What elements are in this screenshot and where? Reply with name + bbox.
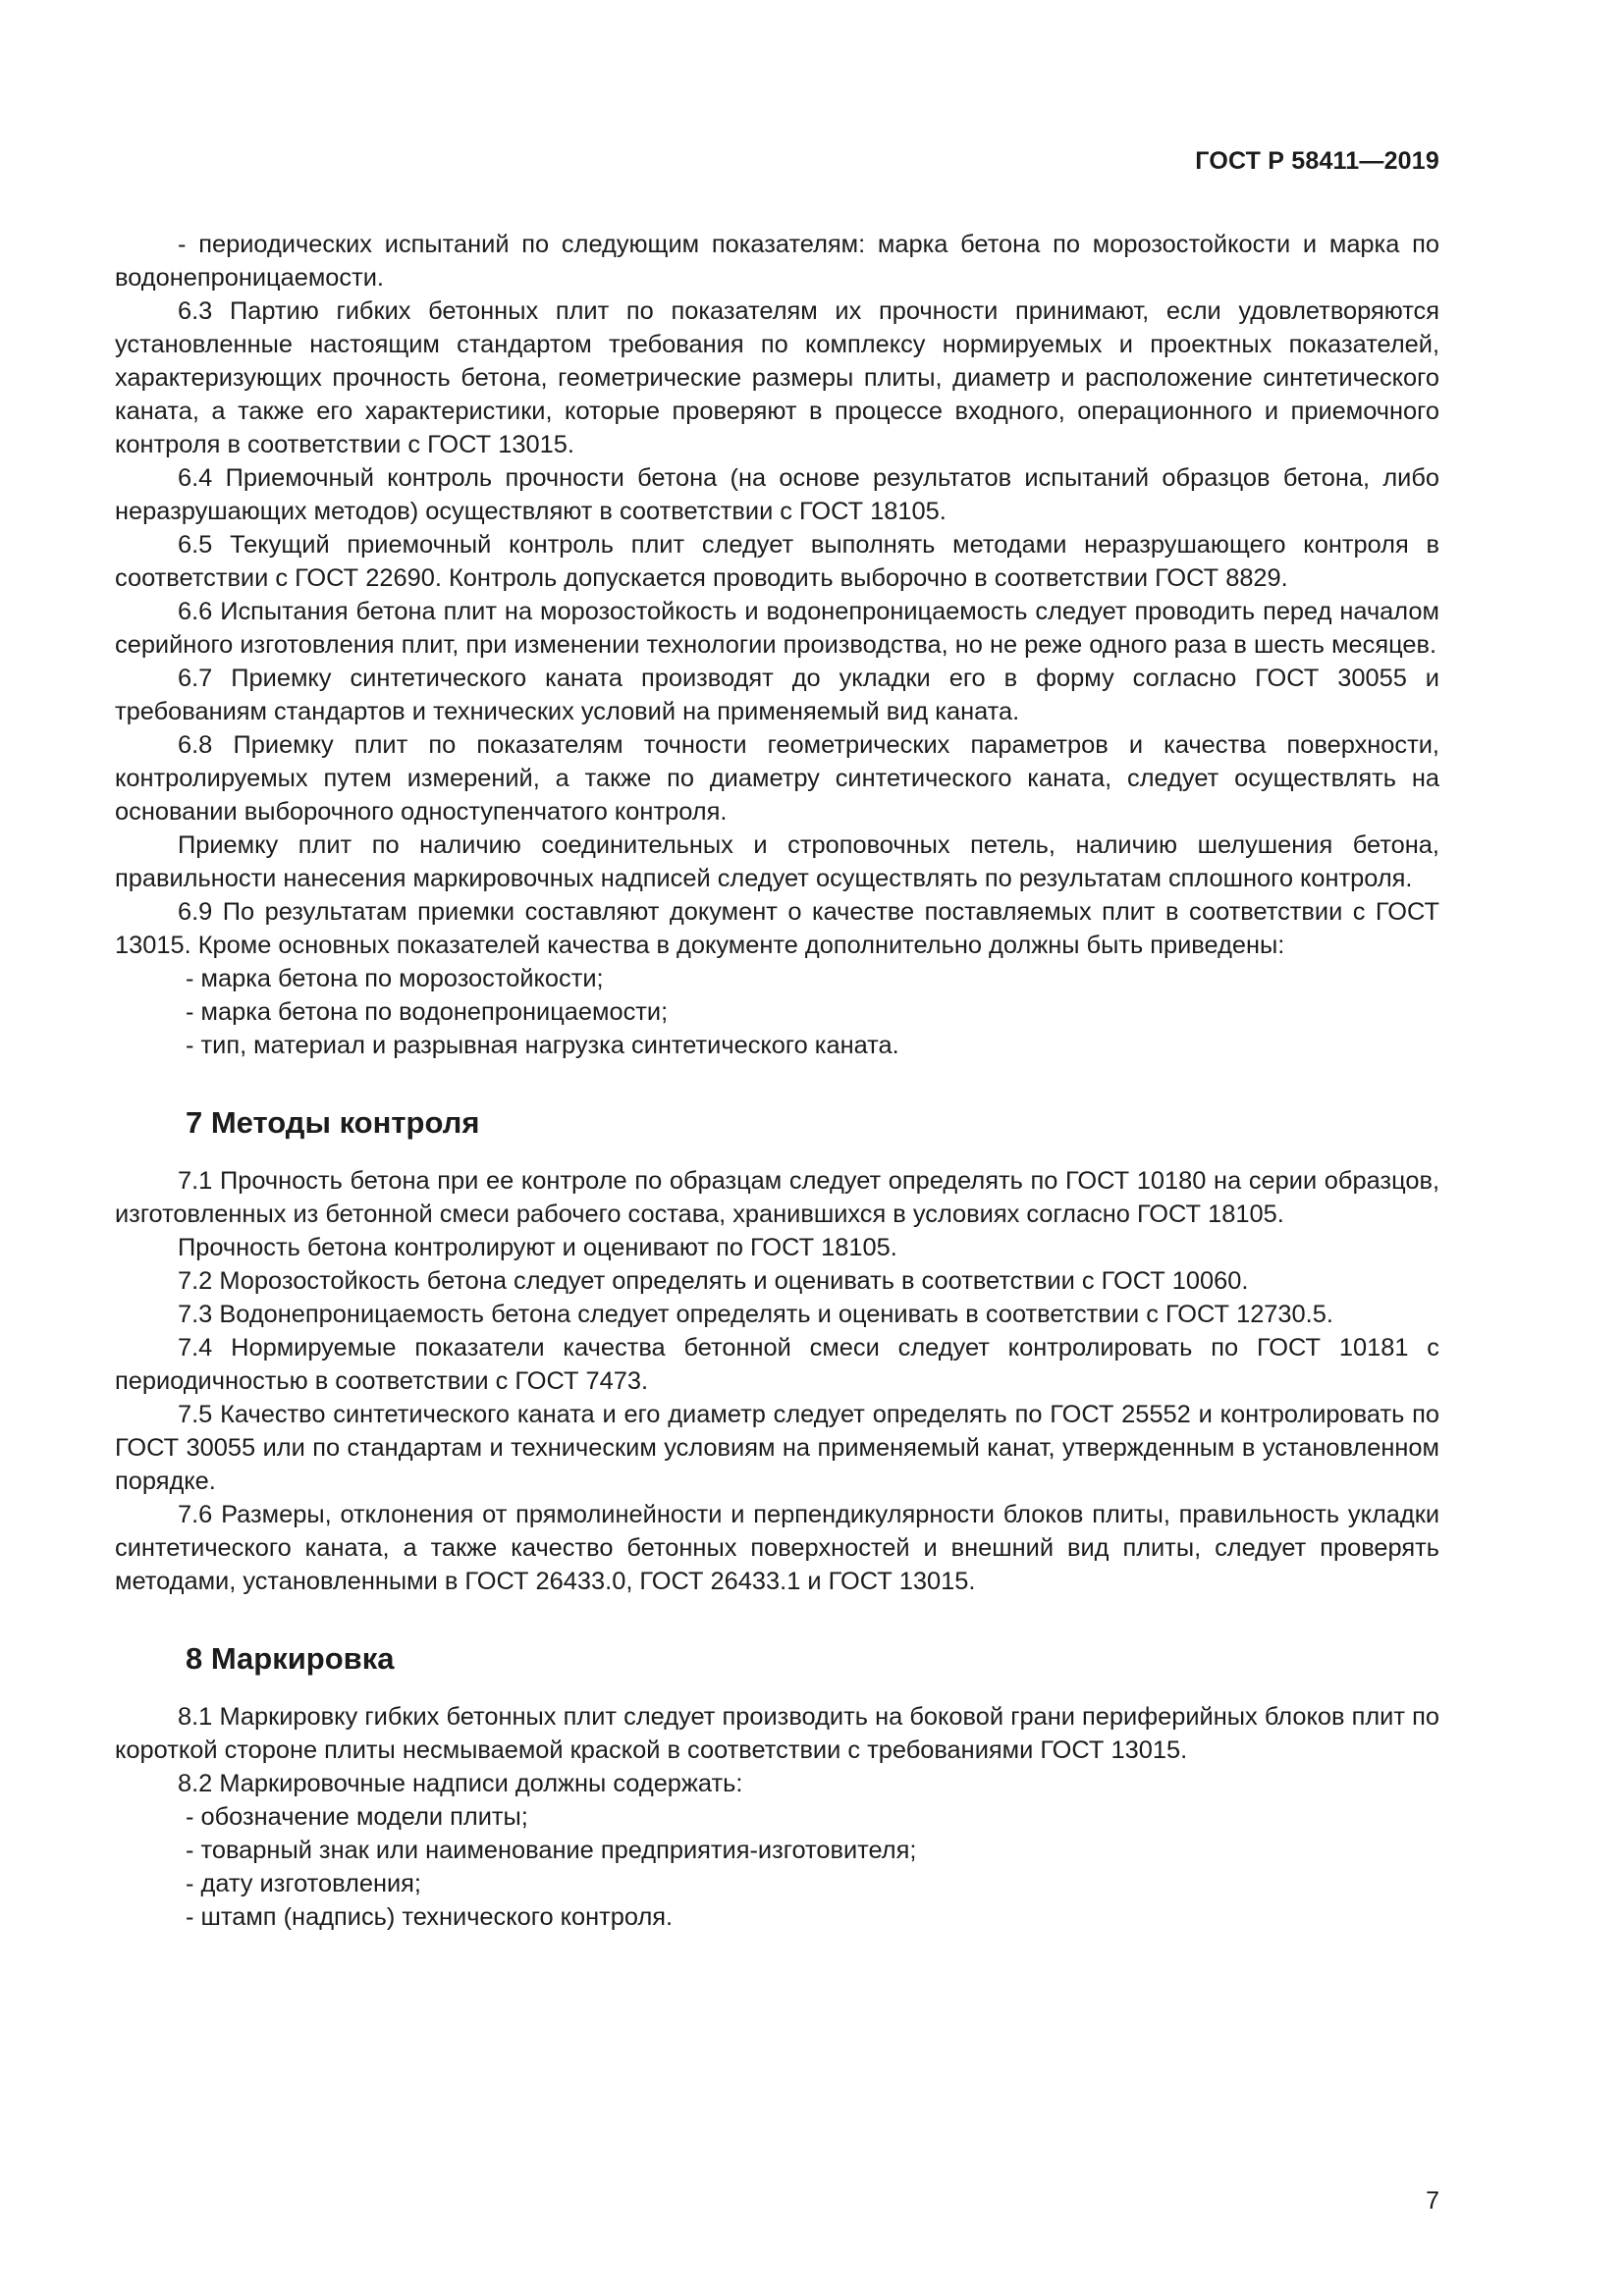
paragraph: 6.4 Приемочный контроль прочности бетона (на основе результатов испытаний образцов бетона, либо неразрушающих методов) осуществляют в соответствии с ГОСТ 18105. (115, 464, 1439, 525)
section-6-continuation (115, 228, 1439, 1062)
paragraph: 7.6 Размеры, отклонения от прямолинейности и перпендикулярности блоков плиты, правильность укладки синтетического каната, а также качество бетонных поверхностей и внешний вид плиты, следует проверять методами, установленными в ГОСТ 26433.0, ГОСТ 26433.1 и ГОСТ 13015. (115, 1501, 1439, 1595)
list-item: - марка бетона по водонепроницаемости; (186, 998, 669, 1026)
paragraph: 7.2 Морозостойкость бетона следует определять и оценивать в соответствии с ГОСТ 10060. (178, 1267, 1249, 1295)
paragraph: 6.7 Приемку синтетического каната производят до укладки его в форму согласно ГОСТ 30055 и требованиям стандартов и технических условий на применяемый вид каната. (115, 665, 1439, 725)
section-7-body (115, 1164, 1439, 1598)
paragraph: 8.1 Маркировку гибких бетонных плит следует производить на боковой грани периферийных блоков плит по короткой стороне плиты несмываемой краской в соответствии с требованиями ГОСТ 13015. (115, 1703, 1439, 1764)
paragraph: 6.8 Приемку плит по показателям точности геометрических параметров и качества поверхности, контролируемых путем измерений, а также по диаметру синтетического каната, следует осуществлять на основании выборочного одноступенчатого контроля. (115, 731, 1439, 826)
paragraph: Приемку плит по наличию соединительных и строповочных петель, наличию шелушения бетона, правильности нанесения маркировочных надписей следует осуществлять по результатам сплошного контроля. (115, 831, 1439, 892)
paragraph: - периодических испытаний по следующим показателям: марка бетона по морозостойкости и марка по водонепроницаемости. (115, 231, 1439, 292)
paragraph: 7.1 Прочность бетона при ее контроле по образцам следует определять по ГОСТ 10180 на серии образцов, изготовленных из бетонной смеси рабочего состава, хранившихся в условиях согласно ГОСТ 18105. (115, 1167, 1439, 1228)
document-code-header: ГОСТ Р 58411—2019 (1195, 147, 1439, 175)
page-number: 7 (1426, 2187, 1439, 2215)
paragraph: 7.3 Водонепроницаемость бетона следует определять и оценивать в соответствии с ГОСТ 12730.5. (178, 1301, 1333, 1328)
list-item: - дату изготовления; (186, 1870, 421, 1897)
list-item: - штамп (надпись) технического контроля. (186, 1903, 674, 1931)
paragraph: 6.3 Партию гибких бетонных плит по показателям их прочности принимают, если удовлетворяются установленные настоящим стандартом требования по комплексу нормируемых и проектных показателей, характеризующих прочность бетона, геометрические размеры плиты, диаметр и расположение синтетического каната, а также его характеристики, которые проверяют в процессе входного, операционного и приемочного контроля в соответствии с ГОСТ 13015. (115, 297, 1439, 458)
paragraph: 7.4 Нормируемые показатели качества бетонной смеси следует контролировать по ГОСТ 10181 с периодичностью в соответствии с ГОСТ 7473. (115, 1334, 1439, 1395)
paragraph: 7.5 Качество синтетического каната и его диаметр следует определять по ГОСТ 25552 и контролировать по ГОСТ 30055 или по стандартам и техническим условиям на применяемый канат, утвержденным в установленном порядке. (115, 1401, 1439, 1495)
section-8-body (115, 1700, 1439, 1934)
paragraph: 6.9 По результатам приемки составляют документ о качестве поставляемых плит в соответствии с ГОСТ 13015. Кроме основных показателей качества в документе дополнительно должны быть приведены: (115, 898, 1439, 959)
section-8-heading: 8 Маркировка (186, 1641, 395, 1676)
document-body (115, 228, 1439, 1934)
paragraph: Прочность бетона контролируют и оценивают по ГОСТ 18105. (178, 1234, 897, 1261)
list-item: - тип, материал и разрывная нагрузка синтетического каната. (186, 1032, 899, 1059)
paragraph: 6.5 Текущий приемочный контроль плит следует выполнять методами неразрушающего контроля в соответствии с ГОСТ 22690. Контроль допускается проводить выборочно в соответствии ГОСТ 8829. (115, 531, 1439, 592)
list-item: - товарный знак или наименование предприятия-изготовителя; (186, 1837, 917, 1864)
list-item: - обозначение модели плиты; (186, 1803, 528, 1831)
list-item: - марка бетона по морозостойкости; (186, 965, 604, 992)
paragraph: 6.6 Испытания бетона плит на морозостойкость и водонепроницаемость следует проводить перед началом серийного изготовления плит, при изменении технологии производства, но не реже одного раза в шесть месяцев. (115, 598, 1439, 659)
paragraph: 8.2 Маркировочные надписи должны содержать: (178, 1770, 743, 1797)
section-7-heading: 7 Методы контроля (186, 1105, 480, 1140)
